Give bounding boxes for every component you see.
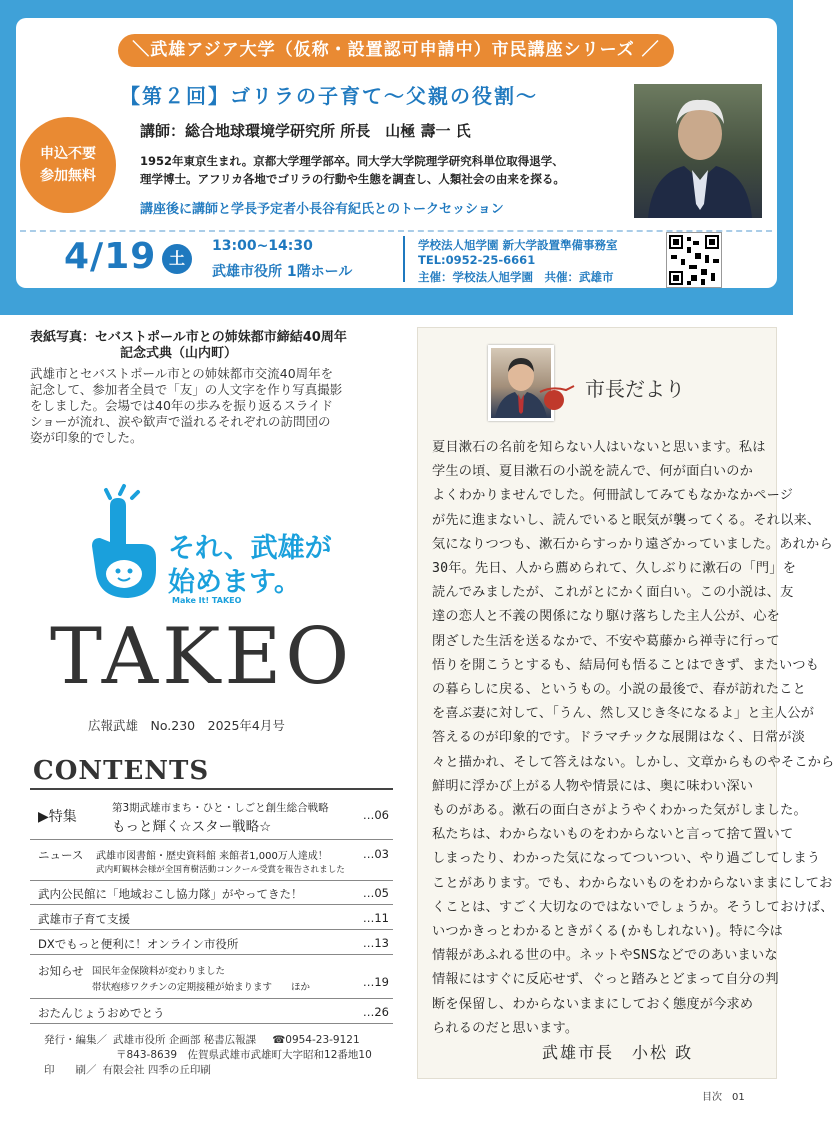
news-item-2: 武内町観林会様が全国育樹活動コンクール受賞を報告されました (96, 865, 345, 875)
cover-text-line: ショーが流れ、涙や歓声で溢れるそれぞれの訪問団の (30, 414, 331, 429)
notice-label: お知らせ (38, 964, 84, 978)
letter-line: よくわかりませんでした。何冊試してみてもなかなかページ (432, 488, 794, 504)
qr-code-icon[interactable] (666, 232, 722, 288)
letter-line: 々と描かれ、そして答えはない。しかし、文章からものやそこから (432, 754, 834, 770)
cover-text-line: をしました。会場では40年の歩みを振り返るスライド (30, 398, 334, 413)
letter-line: が先に進まないし、読んでいると眠気が襲ってくる。それ以来、 (432, 512, 821, 528)
publisher-address: 〒843-8639 佐賀県武雄市武雄町大字昭和12番地10 (116, 1049, 372, 1061)
organizer-office: 学校法人旭学園 新大学設置準備事務室 (418, 238, 618, 252)
contents-row-divider (30, 904, 393, 905)
seal-stamp-icon (536, 384, 576, 414)
takeo-logo (80, 486, 390, 610)
contents-row-divider (30, 880, 393, 881)
publisher-label: 発行・編集／ (44, 1034, 107, 1046)
badge-line-2: 参加無料 (40, 168, 96, 184)
contents-item-3[interactable] (38, 886, 393, 902)
talk-session: 講座後に講師と学長予定者小長谷有紀氏とのトークセッション (140, 202, 504, 217)
contents-item-5[interactable] (38, 936, 393, 952)
feature-label: ▶特集 (38, 809, 77, 825)
event-weekday: 土 (162, 244, 192, 274)
event-date: 4/19 (64, 236, 157, 277)
letter-line: 私たちは、わからないものをわからないと言って捨て置いて (432, 827, 794, 843)
issue-number: 広報武雄 No.230 2025年4月号 (88, 718, 285, 733)
item-4-title: 武雄市子育て支援 (38, 912, 130, 926)
cover-text-line: 武雄市とセバストポール市との姉妹都市交流40周年を (30, 366, 334, 381)
letter-line: いつかきっとわかるときがくる(かもしれない)。特に今は (432, 924, 783, 939)
event-time: 13:00~14:30 (212, 238, 313, 254)
organizer-host: 主催：学校法人旭学園 共催：武雄市 (418, 270, 614, 284)
letter-line: ものがある。漱石の面白さがようやくわかった気がしました。 (432, 803, 807, 818)
notice-item-2: 帯状疱疹ワクチンの定期接種が始まります ほか (92, 982, 311, 993)
cover-text-line: 記念して、参加者全員で「友」の人文字を作り写真撮影 (30, 382, 343, 397)
contents-item-7[interactable] (38, 1005, 393, 1021)
series-title: ＼武雄アジア大学（仮称・設置認可申請中）市民講座シリーズ ／ (118, 34, 674, 67)
mayor-signature: 武雄市長 小松 政 (542, 1043, 694, 1062)
logo-tagline: Make It! TAKEO (172, 596, 242, 605)
lecturer-photo (634, 84, 762, 218)
contents-item-4[interactable] (38, 911, 393, 927)
item-5-page: …13 (362, 936, 389, 950)
masthead-title: TAKEO (50, 612, 354, 702)
event-venue: 武雄市役所 1階ホール (212, 264, 353, 280)
letter-line: 情報にはすぐに反応せず、ぐっと踏みとどまって自分の判 (432, 972, 779, 988)
info-divider (403, 236, 405, 282)
publisher-tel[interactable]: ☎0954-23-9121 (272, 1034, 360, 1046)
item-7-page: …26 (362, 1005, 389, 1019)
lecturer-name: 講師：総合地球環境学研究所 所長 山極 壽一 氏 (140, 122, 471, 140)
contents-row-divider (30, 998, 393, 999)
mayor-column-heading: 市長だより (585, 377, 685, 401)
cover-photo-description (30, 366, 375, 446)
item-3-title: 武内公民館に「地域おこし協力隊」がやってきた！ (38, 887, 303, 901)
letter-line: くことは、すごく大切なのではないでしょうか。そうしておけば、 (432, 899, 834, 915)
item-7-title: おたんじょうおめでとう (38, 1006, 165, 1020)
printer-name: 有限会社 四季の丘印刷 (102, 1064, 211, 1076)
mascot-finger-icon (80, 486, 170, 610)
letter-line: 気になりつつも、漱石からすっかり遠ざかっていました。あれから (432, 536, 833, 552)
news-item-1: 武雄市図書館・歴史資料館 来館者1,000万人達成！ (96, 851, 328, 862)
letter-line: の暮らしに戻る、というもの。小説の最後で、春が訪れたこと (432, 682, 807, 697)
letter-line: しまったり、わかった気になってついつい、やり過ごしてしまう (432, 851, 821, 867)
cover-title-line-1: 表紙写真：セバストポール市との姉妹都市締結40周年 (30, 330, 347, 345)
logo-line-2: 始めます。 (168, 567, 301, 598)
page-number: 目次 01 (702, 1092, 745, 1103)
printer-label: 印 刷／ (44, 1064, 97, 1076)
cover-photo-title (30, 330, 390, 362)
lecture-title: 【第２回】ゴリラの子育て〜父親の役割〜 (120, 84, 538, 108)
contents-divider (30, 788, 393, 790)
banner-divider (20, 230, 772, 232)
item-5-title: DXでもっと便利に！オンライン市役所 (38, 937, 239, 951)
feature-page: …06 (362, 808, 389, 822)
logo-line-1: それ、武雄が (168, 533, 332, 564)
letter-line: 夏目漱石の名前を知らない人はいないと思います。私は (432, 440, 766, 455)
organizer-tel[interactable]: TEL:0952-25-6661 (418, 253, 536, 267)
contents-heading: CONTENTS (33, 756, 210, 786)
contents-row-divider (30, 839, 393, 840)
letter-line: を喜ぶ妻に対して、「うん、然し又じき冬になるよ」と主人公が (432, 706, 815, 722)
bio-line-1: 1952年東京生まれ。京都大学理学部卒。同大学大学院理学研究科単位取得退学、 (140, 154, 564, 168)
feature-subtitle: 第3期武雄市まち・ひと・しごと創生総合戦略 (112, 802, 329, 814)
letter-line: 読んでみましたが、これがとにかく面白い。この小説は、友 (432, 585, 794, 601)
letter-line: 達の恋人と不義の関係になり駆け落ちした主人公が、心を (432, 609, 781, 625)
publisher-info (44, 1033, 394, 1078)
notice-page: …19 (362, 975, 389, 989)
contents-notice[interactable] (38, 961, 393, 995)
contents-row-divider (30, 1023, 393, 1024)
letter-line: 情報があふれる世の中。ネットやSNSなどでのあいまいな (432, 948, 778, 964)
letter-line: ことがあります。でも、わからないものをわからないままにしてお (432, 875, 833, 891)
feature-title: もっと輝く☆スター戦略☆ (112, 819, 272, 835)
notice-item-1: 国民年金保険料が変わりました (92, 966, 226, 977)
letter-line: 答えるのが印象的です。ドラマチックな展開はなく、日常が淡 (432, 730, 806, 746)
letter-line: 鮮明に浮かび上がる人物や情景には、奥に味わい深い (432, 778, 754, 794)
cover-text-line: 姿が印象的でした。 (30, 430, 143, 445)
letter-line: 学生の頃、夏目漱石の小説を読んで、何が面白いのか (432, 464, 754, 480)
letter-line: 30年。先日、人から薦められて、久しぶりに漱石の「門」を (432, 561, 797, 576)
letter-line: 閉ざした生活を送るなかで、不安や葛藤から禅寺に行って (432, 633, 780, 649)
lecturer-bio (140, 152, 620, 188)
contents-news[interactable] (38, 845, 393, 879)
bio-line-2: 理学博士。アフリカ各地でゴリラの行動や生態を調査し、人類社会の由来を探る。 (140, 172, 565, 186)
lecturer-silhouette-icon (634, 84, 762, 218)
qr-pattern (667, 233, 721, 287)
item-4-page: …11 (362, 911, 389, 925)
contents-row-divider (30, 929, 393, 930)
news-page: …03 (362, 847, 389, 861)
publisher-name: 武雄市役所 企画部 秘書広報課 (113, 1034, 257, 1046)
letter-line: 断を保留し、わからないままにしておく態度が今求め (432, 996, 754, 1012)
letter-line: られるのだと思います。 (432, 1020, 579, 1036)
item-3-page: …05 (362, 886, 389, 900)
letter-line: 悟りを開こうとするも、結局何も悟ることはできず、またいつも (432, 657, 820, 673)
free-admission-badge (20, 117, 116, 213)
badge-line-1: 申込不要 (40, 146, 96, 162)
cover-title-line-2: 記念式典（山内町） (120, 346, 238, 361)
news-label: ニュース (38, 848, 84, 862)
contents-row-divider (30, 954, 393, 955)
contents-feature[interactable] (38, 800, 393, 838)
